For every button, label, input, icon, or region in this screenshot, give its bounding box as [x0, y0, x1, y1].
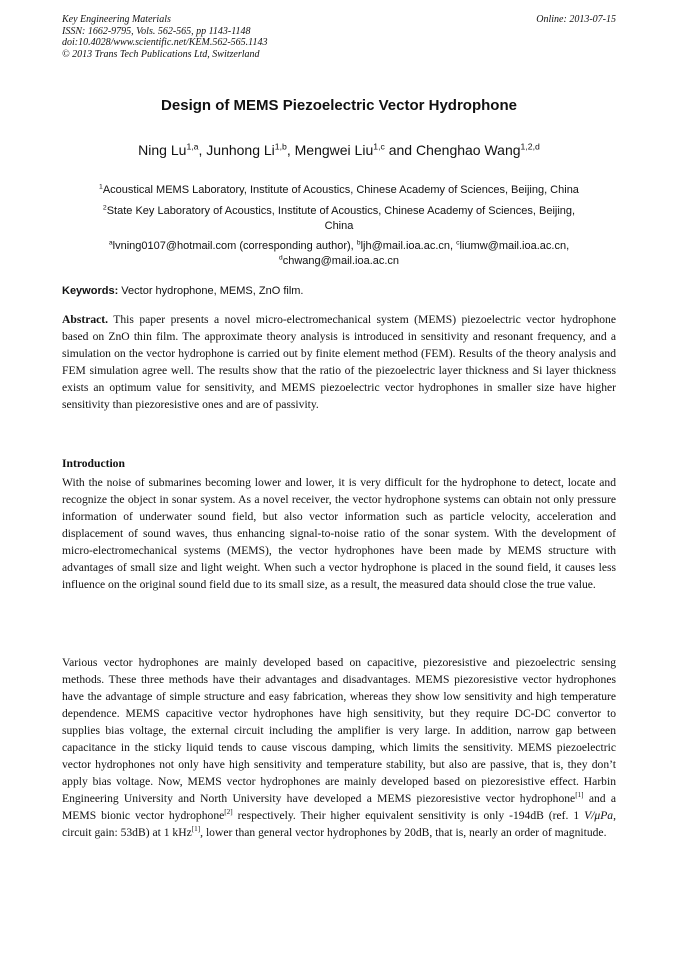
email-link[interactable]: chwang@mail.ioa.ac.cn: [282, 255, 400, 267]
email-sup: a: [108, 239, 113, 247]
email-sup: c: [456, 239, 460, 247]
citation-ref[interactable]: [1]: [575, 791, 584, 800]
author-name: Mengwei Liu: [294, 142, 374, 158]
section-heading-introduction: Introduction: [62, 457, 125, 470]
author-name: Ning Lu: [138, 142, 187, 158]
paragraph-text: Various vector hydrophones are mainly developed based on capacitive, piezoresistive and piezoelectric sensing methods. These three methods have their advantages and disadvantages. MEMS piezoresistive vector hydrophones have the advantage of simple structure and easy fabrication, whereas they show low sensitivity and high temperature dependence. MEMS capacitive vector hydrophones have high sensitivity, but they require DC-DC convertor to supplies bias voltage, the external circuit including the amplifier is very large. In addition, narrow gap between capacitance in the sticky liquid tends to cause viscous damping, which limits the sensitivity. MEMS piezoelectric vector hydrophones not only have high sensitivity and temperature stability, but also are passive, that is, they don’t apply bias voltage. Now, MEMS vector hydrophones are mainly developed based on piezoresistive effect. Harbin Engineering University and North University have developed a MEMS piezoresistive vector hydrophone: [62, 656, 616, 805]
author-affil-sup: 1,2,d: [520, 141, 540, 152]
affiliation-2: [92, 204, 586, 234]
author-affil-sup: 1,b: [274, 141, 287, 152]
author-list: [62, 142, 616, 158]
author-separator: ,: [286, 142, 295, 158]
journal-name: Key Engineering Materials: [62, 14, 171, 25]
paragraph-text: respectively. Their higher equivalent sensitivity is only -194dB (ref. 1: [232, 809, 585, 822]
citation-ref[interactable]: [1]: [191, 825, 201, 834]
author-separator: ,: [198, 142, 207, 158]
email-sup: b: [356, 239, 361, 247]
author-name: Junhong Li: [206, 142, 275, 158]
author-name: Chenghao Wang: [415, 142, 521, 158]
journal-header: [62, 14, 616, 60]
unit-text: V/μPa: [584, 809, 614, 822]
keywords-text: Vector hydrophone, MEMS, ZnO film.: [118, 285, 304, 297]
affiliation-text: Acoustical MEMS Laboratory, Institute of Acoustics, Chinese Academy of Sciences, Beijing, China: [102, 184, 579, 196]
author-affil-sup: 1,c: [373, 141, 385, 152]
email-link[interactable]: ljh@mail.ioa.ac.cn,: [360, 240, 457, 252]
abstract-text: This paper presents a novel micro-electromechanical system (MEMS) piezoelectric vector hydrophone based on ZnO thin film. The approximate theory analysis is introduced in sensitivity and resonant frequency, and a simulation on the vector hydrophone is carried out by finite element method (FEM). Results of the theory analysis and FEM simulation agree well. The results show that the ratio of the piezoelectric layer thickness and Si layer thickness exists an optimum value for sensitivity, and MEMS piezoelectric vector hydrophones in smaller size have higher sensitivity than piezoresistive ones and are of passivity.: [62, 313, 616, 411]
affiliation-text: State Key Laboratory of Acoustics, Institute of Acoustics, Chinese Academy of Sciences, Beijing, China: [106, 205, 576, 232]
author-affil-sup: 1,a: [186, 141, 199, 152]
intro-paragraph-1: With the noise of submarines becoming lower and lower, it is very difficult for the hydrophone to detect, locate and recognize the object in sonar system. As a novel receiver, the vector hydrophone systems can obtain not only pressure information of underwater sound field, but also vector information such as particle velocity, acceleration and displacement of sound waves, thus enhancing signal-to-noise ratio of the sonar system. With the development of micro-electromechanical systems (MEMS), the vector hydrophones have been made by MEMS structure with advantages of small size and light weight. When such a vector hydrophone is placed in the sound field, it causes less influence on the original sound field due to its small size, as a result, the measured data should close the true value.: [62, 476, 616, 591]
author-separator: and: [384, 142, 416, 158]
affiliation-1: [62, 183, 616, 198]
affiliation-number: 2: [102, 204, 107, 212]
copyright-line: © 2013 Trans Tech Publications Ltd, Switzerland: [62, 48, 260, 60]
keywords-line: [62, 285, 616, 297]
issn-line: ISSN: 1662-9795, Vols. 562-565, pp 1143-1148: [62, 25, 251, 37]
paragraph-text: , lower than general vector hydrophones by 20dB, that is, nearly an order of magnitude.: [200, 826, 607, 839]
doi-line: doi:10.4028/www.scientific.net/KEM.562-565.1143: [62, 37, 268, 49]
keywords-label: Keywords:: [62, 285, 119, 297]
email-link[interactable]: liumw@mail.ioa.ac.cn,: [459, 240, 570, 252]
citation-ref[interactable]: [2]: [224, 808, 233, 817]
author-emails: [74, 239, 604, 269]
paragraph-text: and a MEMS bionic vector hydrophone: [62, 792, 616, 822]
affiliation-number: 1: [99, 183, 103, 191]
abstract-label: Abstract.: [62, 313, 109, 326]
online-date: Online: 2013-07-15: [536, 14, 616, 25]
paper-title: Design of MEMS Piezoelectric Vector Hydrophone: [161, 97, 517, 114]
email-sup: d: [278, 254, 283, 262]
paragraph-text: , circuit gain: 53dB) at 1 kHz: [62, 809, 617, 839]
email-link[interactable]: lvning0107@hotmail.com (corresponding author),: [112, 240, 357, 252]
intro-paragraph-2: [62, 654, 616, 841]
abstract-paragraph: [62, 311, 616, 413]
